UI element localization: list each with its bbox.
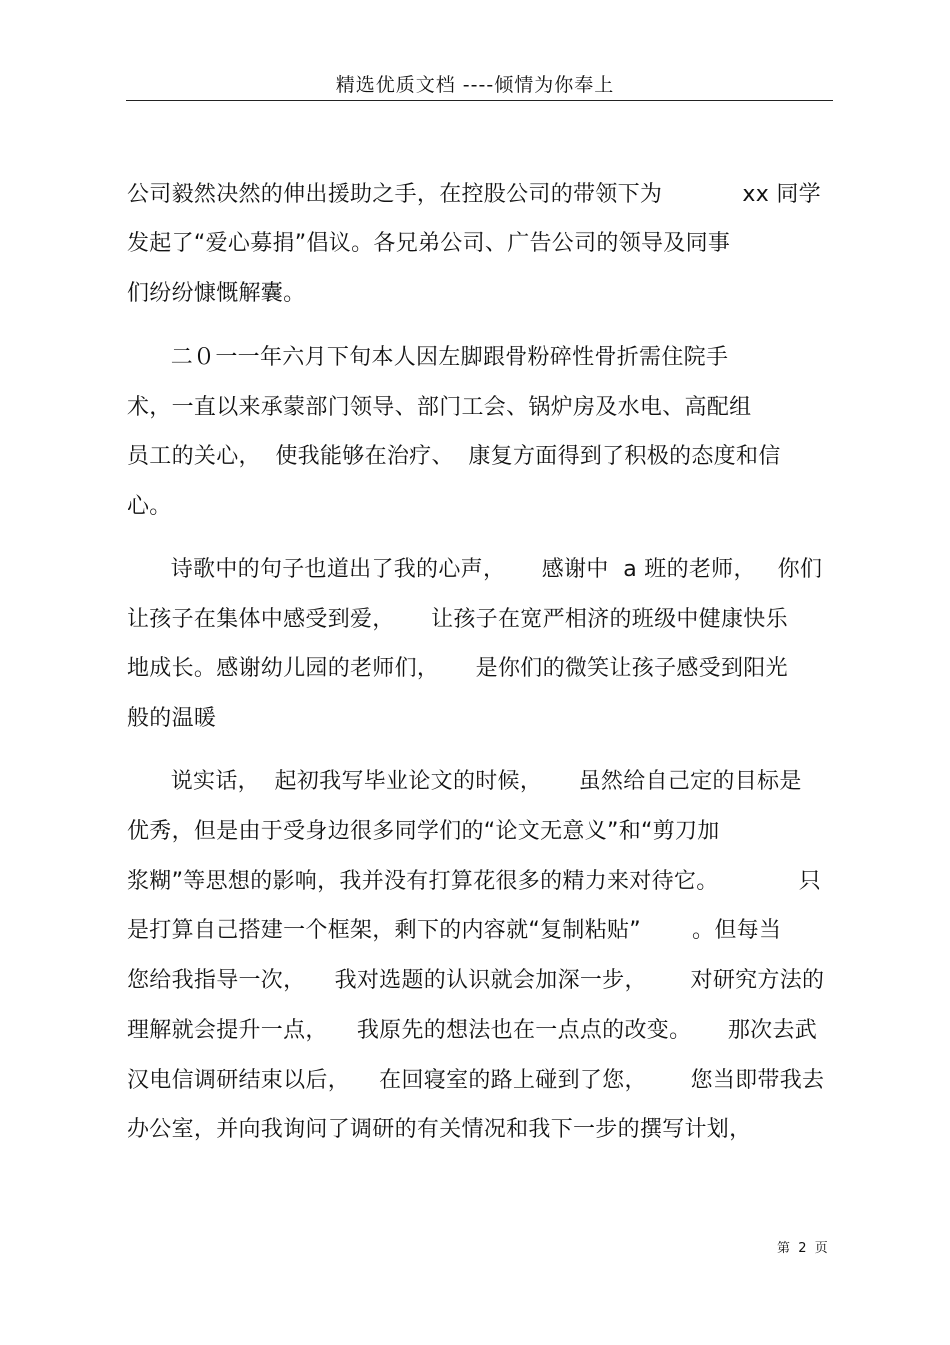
text-line: 术，一直以来承蒙部门领导、部门工会、锅炉房及水电、高配组 <box>127 395 752 420</box>
text-line: 让孩子在集体中感受到爱， 让孩子在宽严相济的班级中健康快乐 <box>127 607 788 632</box>
text-line: 理解就会提升一点， 我原先的想法也在一点点的改变。 那次去武 <box>127 1018 818 1043</box>
text-line: 是打算自己搭建一个框架，剩下的内容就“复制粘贴” 。但每当 <box>127 918 782 943</box>
text-line: 公司毅然决然的伸出援助之手，在控股公司的带领下为 xx 同学 <box>127 182 821 207</box>
text-line: 般的温暖 <box>127 706 217 731</box>
text-line: 说实话， 起初我写毕业论文的时候， 虽然给自己定的目标是 <box>127 769 802 794</box>
text-line: 们纷纷慷慨解囊。 <box>127 281 306 306</box>
header-divider <box>126 100 833 101</box>
text-line: 发起了“爱心募捐”倡议。各兄弟公司、广告公司的领导及同事 <box>127 231 731 256</box>
text-line: 您给我指导一次， 我对选题的认识就会加深一步， 对研究方法的 <box>127 968 825 993</box>
text-line: 地成长。感谢幼儿园的老师们， 是你们的微笑让孩子感受到阳光 <box>127 656 788 681</box>
text-line: 汉电信调研结束以后， 在回寝室的路上碰到了您， 您当即带我去 <box>127 1068 825 1093</box>
text-line: 诗歌中的句子也道出了我的心声， 感谢中 a 班的老师， 你们 <box>127 557 823 582</box>
text-line: 二０一一年六月下旬本人因左脚跟骨粉碎性骨折需住院手 <box>127 345 729 370</box>
text-line: 员工的关心， 使我能够在治疗、 康复方面得到了积极的态度和信 <box>127 444 781 469</box>
text-line: 浆糊”等思想的影响，我并没有打算花很多的精力来对待它。 只 <box>127 869 822 894</box>
text-line: 优秀，但是由于受身边很多同学们的“论文无意义”和“剪刀加 <box>127 819 720 844</box>
text-line: 办公室，并向我询问了调研的有关情况和我下一步的撰写计划， <box>127 1117 752 1142</box>
text-line: 心。 <box>127 494 172 519</box>
page-header-title: 精选优质文档 ----倾情为你奉上 <box>335 74 615 96</box>
page-number: 第 2 页 <box>777 1241 828 1256</box>
